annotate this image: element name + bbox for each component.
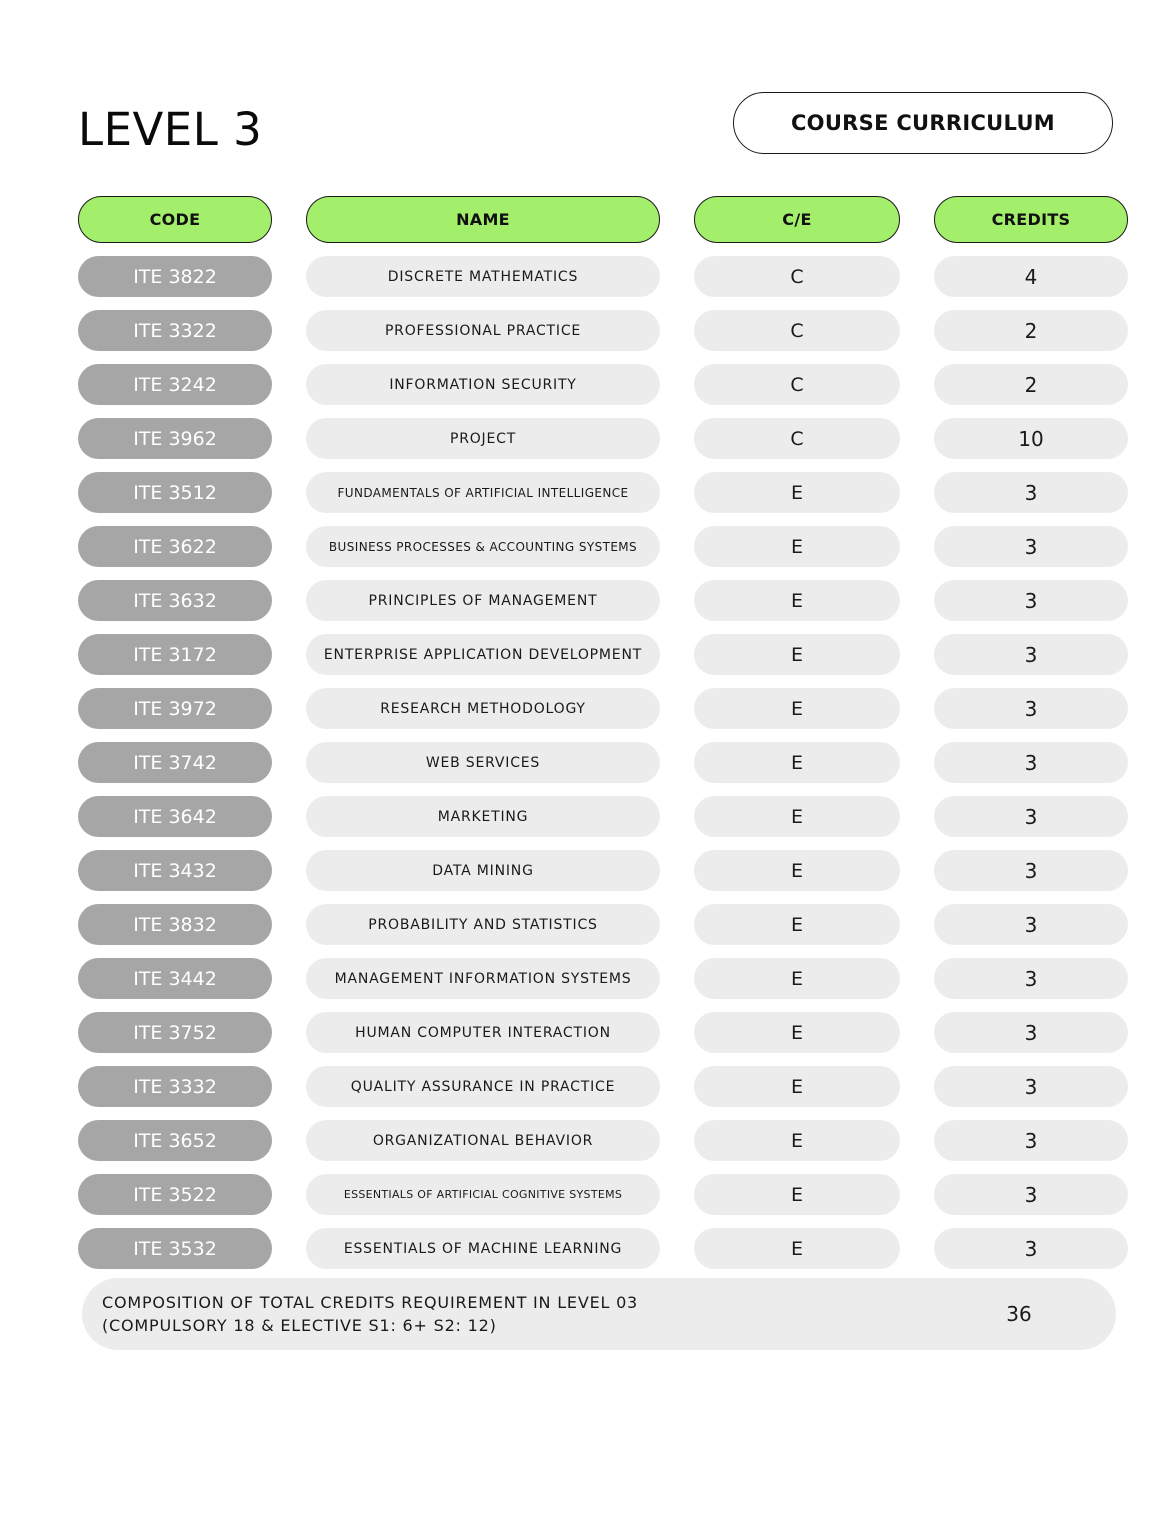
code-cell: ITE 3742: [78, 742, 272, 783]
table-row: [78, 256, 1114, 297]
code-cell: ITE 3512: [78, 472, 272, 513]
code-cell: ITE 3432: [78, 850, 272, 891]
credits-cell: 3: [934, 1012, 1128, 1053]
table-row: [78, 580, 1114, 621]
ce-cell: E: [694, 1228, 900, 1269]
header-ce: C/E: [694, 196, 900, 243]
ce-cell: E: [694, 796, 900, 837]
ce-cell: E: [694, 850, 900, 891]
total-credits-bar: [82, 1278, 1116, 1350]
code-cell: ITE 3652: [78, 1120, 272, 1161]
credits-cell: 3: [934, 1174, 1128, 1215]
credits-cell: 3: [934, 1066, 1128, 1107]
table-row: [78, 1012, 1114, 1053]
ce-cell: C: [694, 364, 900, 405]
ce-cell: E: [694, 1012, 900, 1053]
table-row: [78, 796, 1114, 837]
ce-cell: E: [694, 634, 900, 675]
header-name: NAME: [306, 196, 660, 243]
credits-cell: 3: [934, 1228, 1128, 1269]
ce-cell: E: [694, 1174, 900, 1215]
name-cell: HUMAN COMPUTER INTERACTION: [306, 1012, 660, 1053]
credits-cell: 3: [934, 796, 1128, 837]
name-cell: INFORMATION SECURITY: [306, 364, 660, 405]
page-title: LEVEL 3: [78, 103, 263, 156]
name-cell: BUSINESS PROCESSES & ACCOUNTING SYSTEMS: [306, 526, 660, 567]
code-cell: ITE 3242: [78, 364, 272, 405]
code-cell: ITE 3622: [78, 526, 272, 567]
ce-cell: E: [694, 1120, 900, 1161]
course-curriculum-badge: COURSE CURRICULUM: [733, 92, 1113, 154]
name-cell: RESEARCH METHODOLOGY: [306, 688, 660, 729]
ce-cell: C: [694, 418, 900, 459]
curriculum-table: [78, 196, 1114, 1269]
table-row: [78, 472, 1114, 513]
table-row: [78, 850, 1114, 891]
name-cell: PROJECT: [306, 418, 660, 459]
ce-cell: E: [694, 526, 900, 567]
code-cell: ITE 3332: [78, 1066, 272, 1107]
table-row: [78, 1228, 1114, 1269]
table-row: [78, 688, 1114, 729]
name-cell: WEB SERVICES: [306, 742, 660, 783]
table-row: [78, 1120, 1114, 1161]
table-row: [78, 1174, 1114, 1215]
table-row: [78, 958, 1114, 999]
code-cell: ITE 3822: [78, 256, 272, 297]
code-cell: ITE 3632: [78, 580, 272, 621]
credits-cell: 3: [934, 850, 1128, 891]
ce-cell: E: [694, 688, 900, 729]
credits-cell: 3: [934, 904, 1128, 945]
credits-cell: 3: [934, 580, 1128, 621]
name-cell: ORGANIZATIONAL BEHAVIOR: [306, 1120, 660, 1161]
credits-cell: 3: [934, 1120, 1128, 1161]
name-cell: PRINCIPLES OF MANAGEMENT: [306, 580, 660, 621]
credits-cell: 3: [934, 634, 1128, 675]
table-row: [78, 526, 1114, 567]
credits-cell: 3: [934, 526, 1128, 567]
ce-cell: C: [694, 256, 900, 297]
name-cell: DATA MINING: [306, 850, 660, 891]
table-row: [78, 904, 1114, 945]
code-cell: ITE 3752: [78, 1012, 272, 1053]
table-body: [78, 256, 1114, 1269]
credits-cell: 2: [934, 364, 1128, 405]
total-credits-value: 36: [1006, 1302, 1032, 1326]
ce-cell: E: [694, 472, 900, 513]
name-cell: ENTERPRISE APPLICATION DEVELOPMENT: [306, 634, 660, 675]
ce-cell: E: [694, 1066, 900, 1107]
credits-cell: 3: [934, 742, 1128, 783]
header-credits: CREDITS: [934, 196, 1128, 243]
name-cell: ESSENTIALS OF MACHINE LEARNING: [306, 1228, 660, 1269]
name-cell: PROBABILITY AND STATISTICS: [306, 904, 660, 945]
table-row: [78, 1066, 1114, 1107]
ce-cell: E: [694, 580, 900, 621]
credits-cell: 2: [934, 310, 1128, 351]
name-cell: MANAGEMENT INFORMATION SYSTEMS: [306, 958, 660, 999]
code-cell: ITE 3172: [78, 634, 272, 675]
ce-cell: C: [694, 310, 900, 351]
ce-cell: E: [694, 904, 900, 945]
credits-cell: 10: [934, 418, 1128, 459]
total-credits-label-line1: COMPOSITION OF TOTAL CREDITS REQUIREMENT IN LEVEL 03: [102, 1293, 639, 1312]
name-cell: ESSENTIALS OF ARTIFICIAL COGNITIVE SYSTEMS: [306, 1174, 660, 1215]
code-cell: ITE 3642: [78, 796, 272, 837]
name-cell: QUALITY ASSURANCE IN PRACTICE: [306, 1066, 660, 1107]
credits-cell: 4: [934, 256, 1128, 297]
code-cell: ITE 3522: [78, 1174, 272, 1215]
name-cell: DISCRETE MATHEMATICS: [306, 256, 660, 297]
total-credits-label: [102, 1291, 638, 1337]
table-header-row: [78, 196, 1114, 243]
credits-cell: 3: [934, 688, 1128, 729]
table-row: [78, 742, 1114, 783]
table-row: [78, 634, 1114, 675]
table-row: [78, 418, 1114, 459]
name-cell: PROFESSIONAL PRACTICE: [306, 310, 660, 351]
code-cell: ITE 3962: [78, 418, 272, 459]
ce-cell: E: [694, 958, 900, 999]
ce-cell: E: [694, 742, 900, 783]
code-cell: ITE 3832: [78, 904, 272, 945]
code-cell: ITE 3442: [78, 958, 272, 999]
credits-cell: 3: [934, 958, 1128, 999]
total-credits-label-line2: (COMPULSORY 18 & ELECTIVE S1: 6+ S2: 12): [102, 1316, 497, 1335]
credits-cell: 3: [934, 472, 1128, 513]
name-cell: FUNDAMENTALS OF ARTIFICIAL INTELLIGENCE: [306, 472, 660, 513]
code-cell: ITE 3532: [78, 1228, 272, 1269]
name-cell: MARKETING: [306, 796, 660, 837]
table-row: [78, 310, 1114, 351]
code-cell: ITE 3972: [78, 688, 272, 729]
code-cell: ITE 3322: [78, 310, 272, 351]
table-row: [78, 364, 1114, 405]
header-code: CODE: [78, 196, 272, 243]
